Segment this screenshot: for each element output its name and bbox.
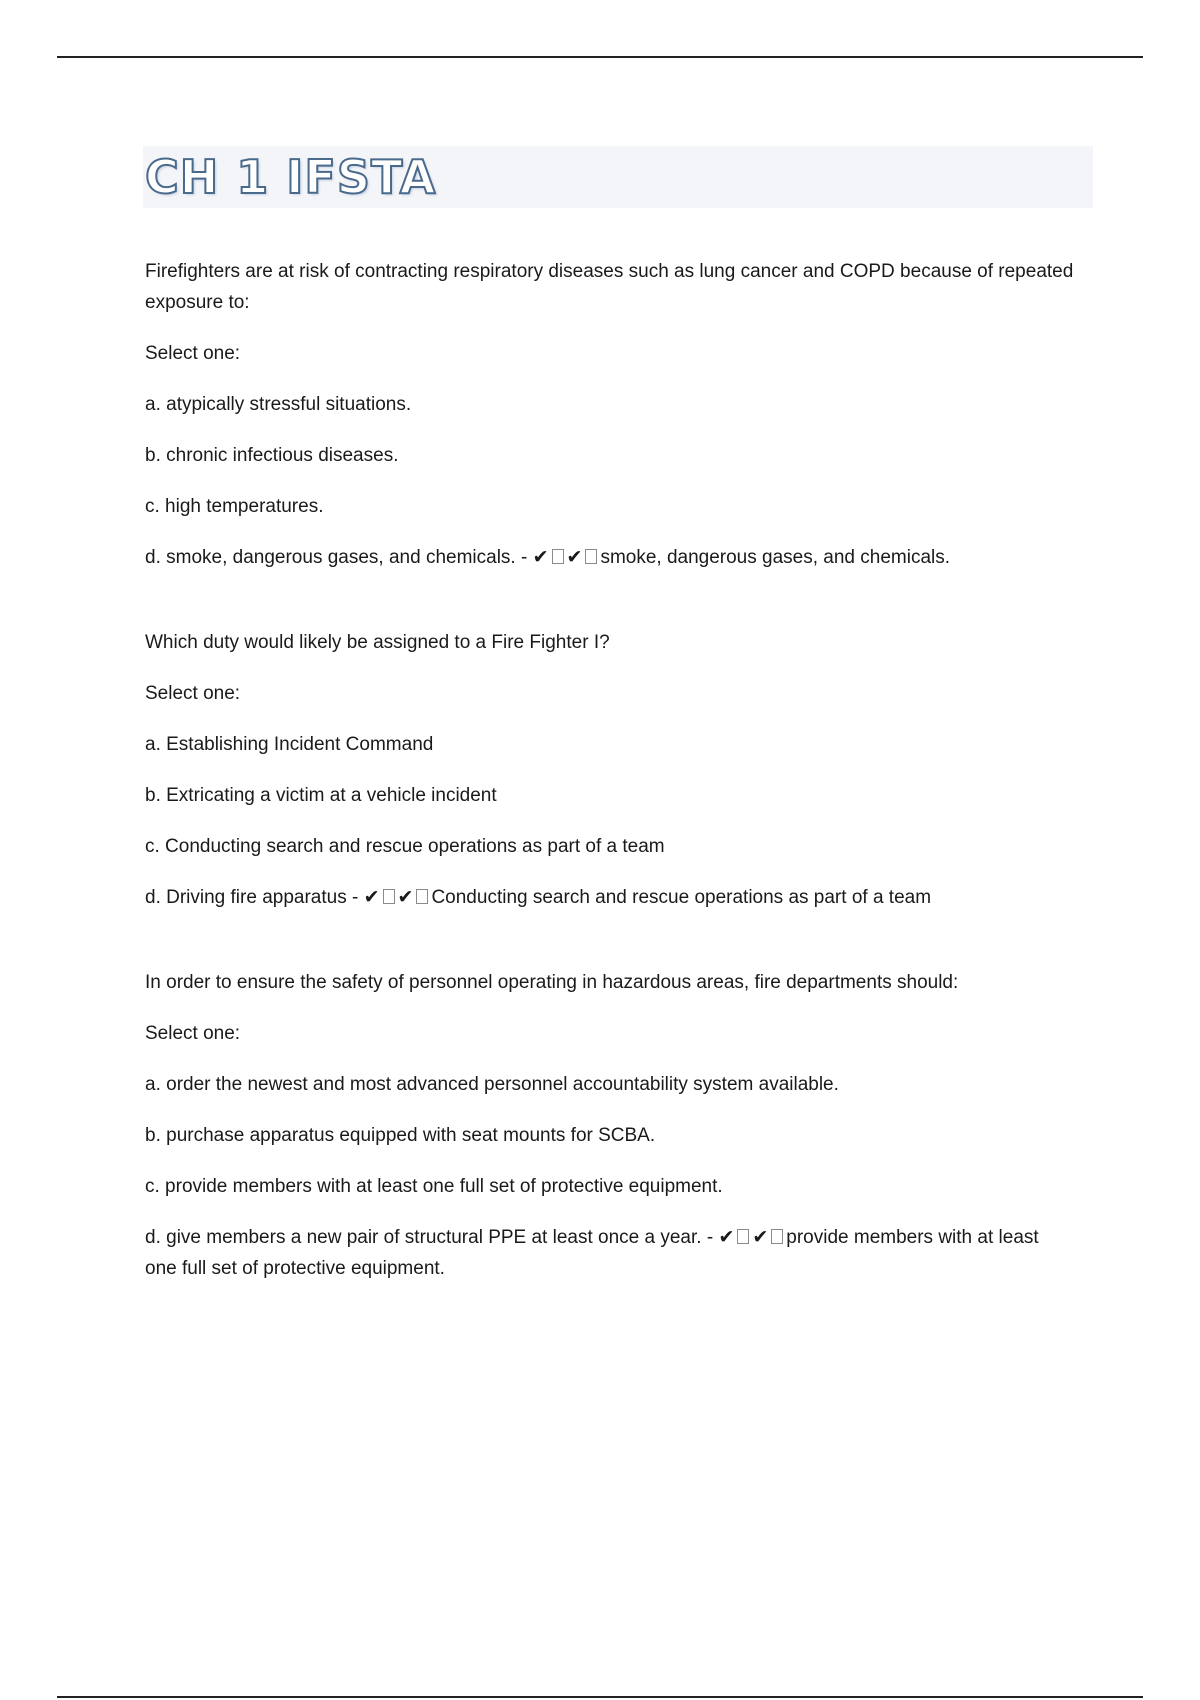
document-title: CH 1 IFSTA [145, 150, 437, 204]
question-2 [145, 627, 1075, 913]
check-mark-icon: ✔ [718, 1226, 735, 1248]
question-1 [145, 256, 1075, 573]
bottom-rule [57, 1696, 1143, 1698]
option-b: b. purchase apparatus equipped with seat mounts for SCBA. [145, 1125, 656, 1146]
option-d: d. smoke, dangerous gases, and chemicals. - [145, 547, 528, 568]
option-d: d. give members a new pair of structural PPE at least once a year. - [145, 1227, 714, 1248]
option-d-with-answer [145, 1222, 1075, 1284]
select-one-label: Select one: [145, 1023, 241, 1044]
option-a: a. order the newest and most advanced personnel accountability system available. [145, 1074, 839, 1095]
document-body [145, 256, 1075, 1338]
select-one-label: Select one: [145, 683, 241, 704]
option-d: d. Driving fire apparatus - [145, 887, 359, 908]
question-3 [145, 967, 1075, 1284]
empty-box-icon [737, 1229, 749, 1244]
option-d-with-answer [145, 542, 1075, 573]
check-mark-icon: ✔ [363, 886, 380, 908]
empty-box-icon [771, 1229, 783, 1244]
check-mark-icon: ✔ [752, 1226, 769, 1248]
question-prompt: Which duty would likely be assigned to a Fire Fighter I? [145, 632, 610, 653]
option-c: c. provide members with at least one full set of protective equipment. [145, 1176, 723, 1197]
option-c: c. high temperatures. [145, 496, 324, 517]
check-mark-icon: ✔ [532, 546, 549, 568]
option-a: a. Establishing Incident Command [145, 734, 434, 755]
answer-text: Conducting search and rescue operations as part of a team [431, 887, 932, 908]
check-mark-icon: ✔ [397, 886, 414, 908]
empty-box-icon [383, 889, 395, 904]
top-rule [57, 56, 1143, 58]
answer-text: provide members with at least one full set of protective equipment. [145, 1227, 1039, 1279]
empty-box-icon [416, 889, 428, 904]
option-c: c. Conducting search and rescue operations as part of a team [145, 836, 665, 857]
empty-box-icon [552, 549, 564, 564]
check-mark-icon: ✔ [566, 546, 583, 568]
select-one-label: Select one: [145, 343, 241, 364]
question-prompt: In order to ensure the safety of personnel operating in hazardous areas, fire departments should: [145, 972, 959, 993]
option-d-with-answer [145, 882, 1075, 913]
option-b: b. Extricating a victim at a vehicle incident [145, 785, 497, 806]
option-a: a. atypically stressful situations. [145, 394, 412, 415]
option-b: b. chronic infectious diseases. [145, 445, 399, 466]
answer-text: smoke, dangerous gases, and chemicals. [600, 547, 951, 568]
empty-box-icon [585, 549, 597, 564]
question-prompt: Firefighters are at risk of contracting respiratory diseases such as lung cancer and COPD because of repeated exposure to: [145, 261, 1074, 313]
